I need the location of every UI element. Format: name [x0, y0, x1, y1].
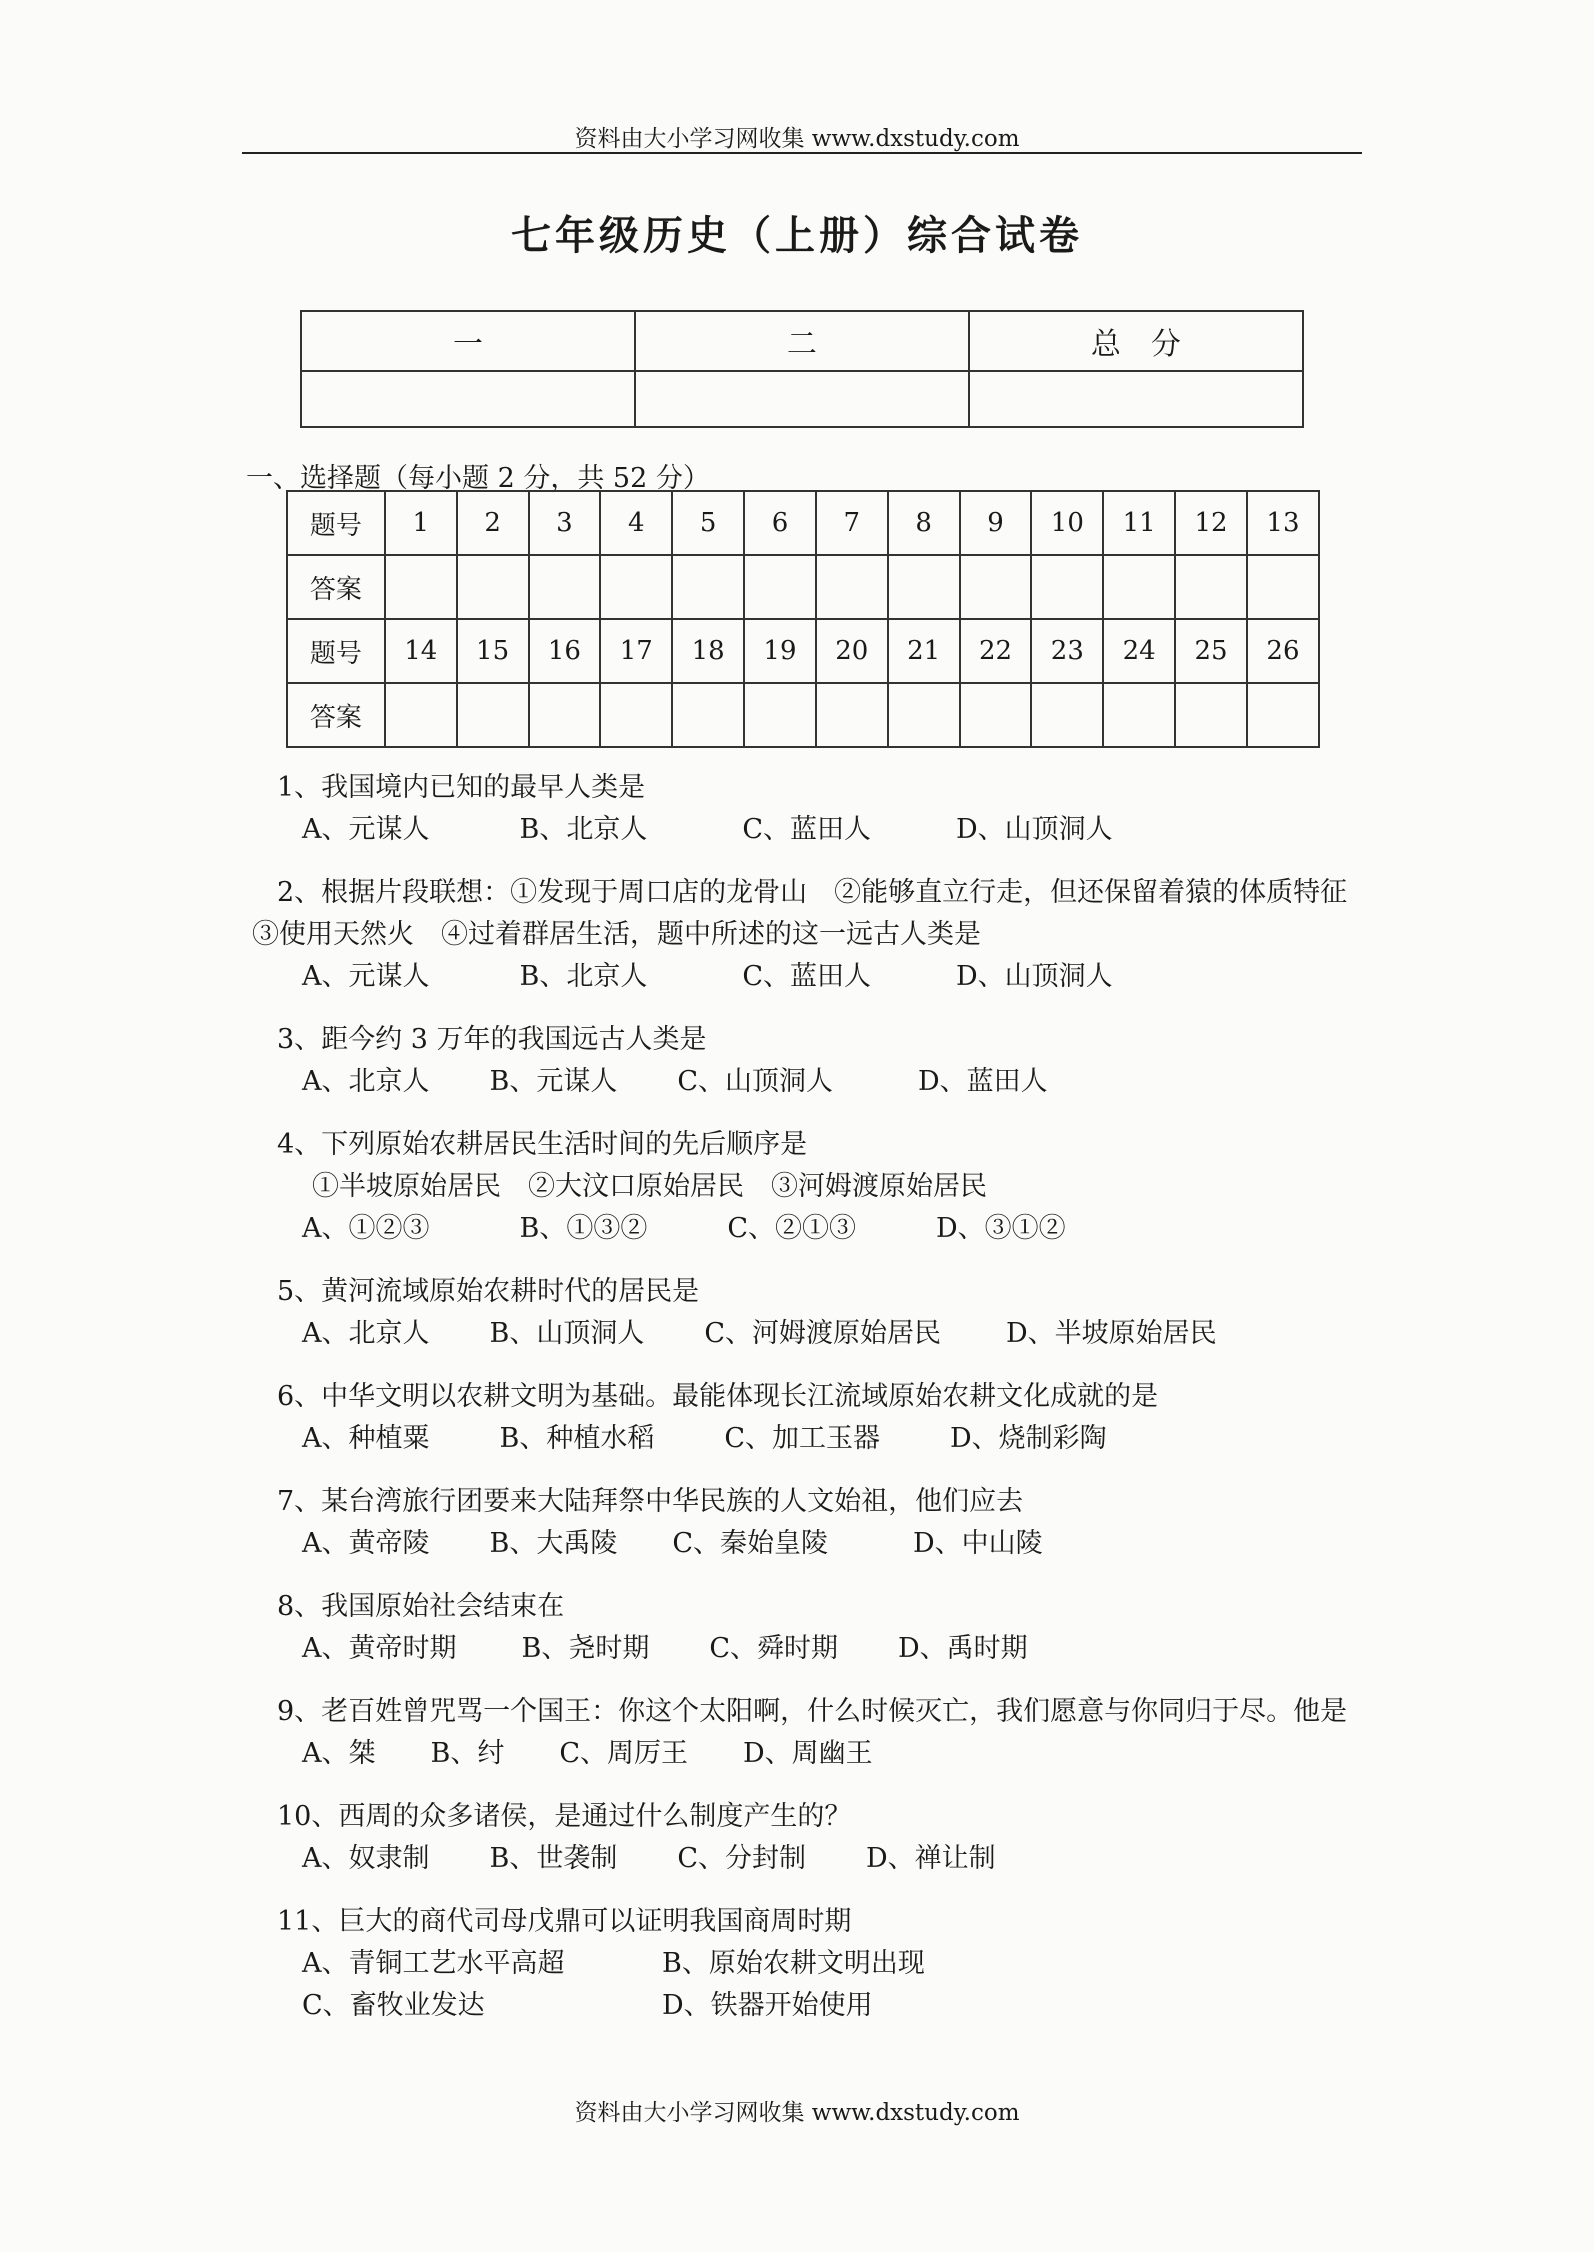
- question-number-cell: 16: [529, 619, 601, 683]
- score-cell-1[interactable]: [301, 371, 635, 427]
- option-b[interactable]: B、世袭制: [489, 1843, 618, 1874]
- option-a[interactable]: A、元谋人: [302, 961, 430, 992]
- question-number-cell: 20: [816, 619, 888, 683]
- score-cell-2[interactable]: [635, 371, 969, 427]
- page-title: 七年级历史（上册）综合试卷: [511, 212, 1083, 259]
- option-b[interactable]: B、元谋人: [489, 1066, 618, 1097]
- question-stem: 5、黄河流域原始农耕时代的居民是: [277, 1276, 700, 1307]
- option-a[interactable]: A、北京人: [302, 1318, 430, 1349]
- question-number-cell: 14: [385, 619, 457, 683]
- options-row: [252, 1313, 1362, 1355]
- answer-cell[interactable]: [1175, 555, 1247, 619]
- option-c[interactable]: C、畜牧业发达: [302, 1990, 485, 2021]
- question-number-cell: 3: [529, 491, 601, 555]
- answer-cell[interactable]: [1103, 555, 1175, 619]
- header-rule: [242, 152, 1362, 154]
- options-row: [252, 1523, 1362, 1565]
- question-item: [252, 1271, 1362, 1355]
- answer-cell[interactable]: [385, 555, 457, 619]
- option-d[interactable]: D、半坡原始居民: [1006, 1318, 1217, 1349]
- option-c[interactable]: C、秦始皇陵: [672, 1528, 829, 1559]
- option-c[interactable]: C、蓝田人: [742, 961, 872, 992]
- question-item: [252, 872, 1375, 998]
- question-item: [252, 1901, 1362, 2027]
- options-row: [252, 1838, 1362, 1880]
- option-a[interactable]: A、①②③: [302, 1213, 430, 1244]
- question-item: [252, 1124, 1362, 1250]
- question-number-cell: 6: [744, 491, 816, 555]
- question-item: [252, 1481, 1362, 1565]
- option-d[interactable]: D、山顶洞人: [956, 814, 1113, 845]
- option-c[interactable]: C、舜时期: [709, 1633, 839, 1664]
- option-b[interactable]: B、山顶洞人: [489, 1318, 645, 1349]
- option-b[interactable]: B、北京人: [519, 961, 648, 992]
- answer-cell[interactable]: [457, 683, 529, 747]
- question-stem: 1、我国境内已知的最早人类是: [277, 772, 646, 803]
- question-number-cell: 15: [457, 619, 529, 683]
- question-stem: 3、距今约 3 万年的我国远古人类是: [277, 1024, 707, 1055]
- option-d[interactable]: D、中山陵: [913, 1528, 1043, 1559]
- answer-cell[interactable]: [385, 683, 457, 747]
- question-number-cell: 21: [888, 619, 960, 683]
- answer-cell[interactable]: [960, 683, 1032, 747]
- option-c[interactable]: C、山顶洞人: [677, 1066, 834, 1097]
- question-number-cell: 2: [457, 491, 529, 555]
- option-b[interactable]: B、纣: [430, 1738, 505, 1769]
- question-stem: 2、根据片段联想：①发现于周口店的龙骨山 ②能够直立行走，但还保留着猿的体质特征 ③使用天然火 ④过着群居生活，题中所述的这一远古人类是: [252, 877, 1375, 950]
- answer-cell[interactable]: [672, 555, 744, 619]
- answer-cell[interactable]: [888, 555, 960, 619]
- question-stem: 9、老百姓曾咒骂一个国王：你这个太阳啊，什么时候灭亡，我们愿意与你同归于尽。他是: [277, 1696, 1348, 1727]
- options-row: [252, 1061, 1362, 1103]
- answer-cell[interactable]: [529, 555, 601, 619]
- question-number-cell: 11: [1103, 491, 1175, 555]
- option-b[interactable]: B、种植水稻: [499, 1423, 655, 1454]
- options-row: [252, 1733, 1362, 1775]
- answer-cell[interactable]: [1175, 683, 1247, 747]
- option-d[interactable]: D、铁器开始使用: [662, 1990, 873, 2021]
- option-d[interactable]: D、禹时期: [898, 1633, 1028, 1664]
- option-c[interactable]: C、河姆渡原始居民: [704, 1318, 942, 1349]
- option-a[interactable]: A、北京人: [302, 1066, 430, 1097]
- option-c[interactable]: C、②①③: [727, 1213, 857, 1244]
- question-number-label: 题号: [287, 491, 385, 555]
- option-c[interactable]: C、分封制: [677, 1843, 807, 1874]
- answer-cell[interactable]: [744, 555, 816, 619]
- question-number-cell: 23: [1031, 619, 1103, 683]
- option-d[interactable]: D、③①②: [936, 1213, 1066, 1244]
- option-c[interactable]: C、蓝田人: [742, 814, 872, 845]
- question-number-cell: 19: [744, 619, 816, 683]
- question-item: [252, 1376, 1362, 1460]
- answer-cell[interactable]: [816, 683, 888, 747]
- question-number-cell: 17: [600, 619, 672, 683]
- answer-cell[interactable]: [529, 683, 601, 747]
- question-number-cell: 7: [816, 491, 888, 555]
- question-number-cell: 9: [960, 491, 1032, 555]
- question-subitems: ①半坡原始居民 ②大汶口原始居民 ③河姆渡原始居民: [312, 1171, 987, 1202]
- question-number-cell: 13: [1247, 491, 1319, 555]
- question-number-cell: 22: [960, 619, 1032, 683]
- options-row: [252, 1943, 1362, 1985]
- option-b[interactable]: B、北京人: [519, 814, 648, 845]
- option-b[interactable]: B、大禹陵: [489, 1528, 618, 1559]
- option-c[interactable]: C、周厉王: [559, 1738, 689, 1769]
- question-stem: 4、下列原始农耕居民生活时间的先后顺序是: [277, 1129, 808, 1160]
- section-title: 一、选择题（每小题 2 分，共 52 分）: [246, 463, 710, 494]
- question-number-cell: 1: [385, 491, 457, 555]
- option-a[interactable]: A、种植粟: [302, 1423, 430, 1454]
- option-c[interactable]: C、加工玉器: [724, 1423, 881, 1454]
- question-item: [252, 1691, 1362, 1775]
- answer-cell[interactable]: [1031, 683, 1103, 747]
- question-stem: 11、巨大的商代司母戊鼎可以证明我国商周时期: [277, 1906, 852, 1937]
- score-table: [300, 310, 1304, 428]
- option-a[interactable]: A、黄帝时期: [302, 1633, 457, 1664]
- answer-cell[interactable]: [1247, 683, 1319, 747]
- option-d[interactable]: D、禅让制: [866, 1843, 996, 1874]
- options-row: [252, 956, 1362, 998]
- question-number-cell: 10: [1031, 491, 1103, 555]
- answer-cell[interactable]: [457, 555, 529, 619]
- option-d[interactable]: D、烧制彩陶: [950, 1423, 1107, 1454]
- question-stem: 7、某台湾旅行团要来大陆拜祭中华民族的人文始祖，他们应去: [277, 1486, 1024, 1517]
- option-d[interactable]: D、山顶洞人: [956, 961, 1113, 992]
- option-b[interactable]: B、原始农耕文明出现: [662, 1948, 925, 1979]
- answer-table: [286, 490, 1320, 748]
- question-stem: 8、我国原始社会结束在: [277, 1591, 565, 1622]
- answer-cell[interactable]: [888, 683, 960, 747]
- option-a[interactable]: A、黄帝陵: [302, 1528, 430, 1559]
- answer-cell[interactable]: [744, 683, 816, 747]
- question-stem: 6、中华文明以农耕文明为基础。最能体现长江流域原始农耕文化成就的是: [277, 1381, 1159, 1412]
- question-item: [252, 767, 1362, 851]
- page-header: 资料由大小学习网收集 www.dxstudy.com: [574, 126, 1020, 152]
- answer-cell[interactable]: [600, 683, 672, 747]
- answer-cell[interactable]: [1031, 555, 1103, 619]
- question-item: [252, 1019, 1362, 1103]
- question-number-cell: 24: [1103, 619, 1175, 683]
- question-number-cell: 12: [1175, 491, 1247, 555]
- question-number-cell: 4: [600, 491, 672, 555]
- answer-label: 答案: [287, 683, 385, 747]
- answer-cell[interactable]: [960, 555, 1032, 619]
- option-a[interactable]: A、元谋人: [302, 814, 430, 845]
- answer-cell[interactable]: [1103, 683, 1175, 747]
- answer-cell[interactable]: [816, 555, 888, 619]
- question-stem: 10、西周的众多诸侯，是通过什么制度产生的？: [277, 1801, 852, 1832]
- option-b[interactable]: B、尧时期: [521, 1633, 650, 1664]
- score-header-1: 一: [301, 311, 635, 371]
- answer-cell[interactable]: [600, 555, 672, 619]
- question-item: [252, 1796, 1362, 1880]
- score-header-2: 二: [635, 311, 969, 371]
- options-row: [252, 1208, 1362, 1250]
- options-row: [252, 1628, 1362, 1670]
- score-cell-total[interactable]: [969, 371, 1303, 427]
- answer-cell[interactable]: [672, 683, 744, 747]
- option-d[interactable]: D、周幽王: [743, 1738, 873, 1769]
- option-b[interactable]: B、①③②: [519, 1213, 648, 1244]
- question-number-cell: 18: [672, 619, 744, 683]
- options-row: [252, 809, 1362, 851]
- question-number-cell: 25: [1175, 619, 1247, 683]
- score-header-total: 总 分: [969, 311, 1303, 371]
- question-list: [252, 767, 1375, 2048]
- question-number-cell: 5: [672, 491, 744, 555]
- answer-label: 答案: [287, 555, 385, 619]
- question-number-cell: 8: [888, 491, 960, 555]
- options-row: [252, 1985, 1362, 2027]
- options-row: [252, 1418, 1362, 1460]
- question-item: [252, 1586, 1362, 1670]
- option-a[interactable]: A、青铜工艺水平高超: [302, 1948, 565, 1979]
- question-number-cell: 26: [1247, 619, 1319, 683]
- option-d[interactable]: D、蓝田人: [918, 1066, 1048, 1097]
- option-a[interactable]: A、奴隶制: [302, 1843, 430, 1874]
- question-number-label: 题号: [287, 619, 385, 683]
- answer-cell[interactable]: [1247, 555, 1319, 619]
- option-a[interactable]: A、桀: [302, 1738, 376, 1769]
- page-footer: 资料由大小学习网收集 www.dxstudy.com: [574, 2100, 1020, 2126]
